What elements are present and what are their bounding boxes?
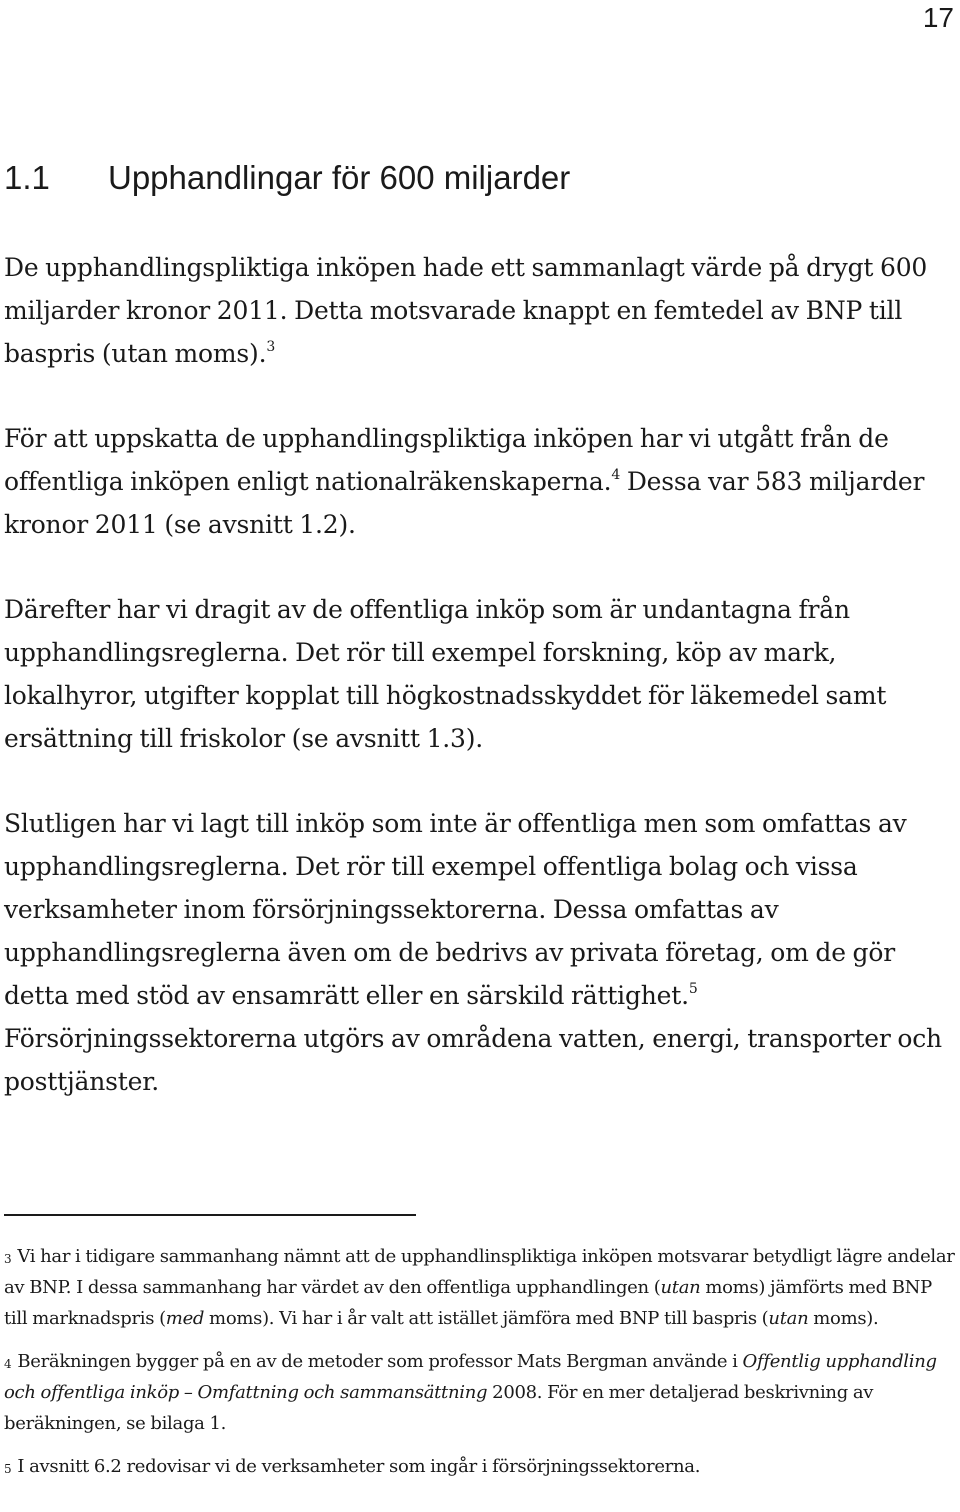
footnotes bbox=[4, 1241, 956, 1494]
footnote-3-text: Vi har i tidigare sammanhang nämnt att de upphandlinspliktiga inköpen motsvarar betydligt lägre andelar av BNP. I dessa sammanhang har värdet av den offentliga upphandlingen ( bbox=[4, 1246, 955, 1298]
paragraph-2-text-b: Dessa var 583 miljarder kronor 2011 (se avsnitt 1.2). bbox=[4, 467, 925, 539]
footnote-3-italic-med: med bbox=[165, 1308, 205, 1329]
footnote-3-italic-utan: utan bbox=[660, 1277, 701, 1298]
page-number: 17 bbox=[922, 2, 954, 33]
footnote-3-italic-utan-2: utan bbox=[768, 1308, 809, 1329]
footnote-3-number: 3 bbox=[4, 1252, 12, 1266]
section-number: 1.1 bbox=[4, 159, 50, 196]
footnote-4-text: Beräkningen bygger på en av de metoder som professor Mats Bergman använde i bbox=[17, 1351, 743, 1372]
paragraph-2 bbox=[4, 417, 956, 546]
footnote-ref-4[interactable]: 4 bbox=[611, 466, 621, 483]
footnote-3-text-2: moms) jämförts med BNP till marknadspris ( bbox=[4, 1277, 932, 1329]
section-title: Upphandlingar för 600 miljarder bbox=[108, 159, 571, 196]
section-heading bbox=[4, 156, 570, 200]
footnote-5 bbox=[4, 1451, 956, 1482]
body-text bbox=[4, 246, 956, 1145]
paragraph-3-text: Därefter har vi dragit av de offentliga inköp som är undantagna från upphandlingsreglerna. Det rör till exempel forskning, köp av mark, lokalhyror, utgifter kopplat till högkostnadsskyddet för läkemedel samt ersättning till friskolor (se avsnitt 1.3). bbox=[4, 595, 887, 753]
paragraph-3 bbox=[4, 588, 956, 760]
paragraph-4-text-a: Slutligen har vi lagt till inköp som inte är offentliga men som omfattas av upphandlingsreglerna. Det rör till exempel offentliga bolag och vissa verksamheter inom försörjningssektorerna. Dessa omfattas av upphandlingsreglerna även om de bedrivs av privata företag, om de gör detta med stöd av ensamrätt eller en särskild rättighet. bbox=[4, 809, 907, 1010]
paragraph-4 bbox=[4, 802, 956, 1103]
footnote-4-text-2: 2008. För en mer detaljerad beskrivning av beräkningen, se bilaga 1. bbox=[4, 1382, 874, 1434]
footnote-3-text-3: moms). Vi har i år valt att istället jämföra med BNP till baspris ( bbox=[204, 1308, 769, 1329]
footnote-3-text-4: moms). bbox=[808, 1308, 879, 1329]
paragraph-1 bbox=[4, 246, 956, 375]
footnote-4-italic-title: Offentlig upphandling och offentliga inköp – Omfattning och sammansättning bbox=[4, 1351, 937, 1403]
footnote-4 bbox=[4, 1346, 956, 1439]
footnote-ref-3[interactable]: 3 bbox=[266, 338, 276, 355]
paragraph-4-text-b: Försörjningssektorerna utgörs av områdena vatten, energi, transporter och posttjänster. bbox=[4, 1024, 942, 1096]
paragraph-1-text: De upphandlingspliktiga inköpen hade ett sammanlagt värde på drygt 600 miljarder kronor 2011. Detta motsvarade knappt en femtedel av BNP till baspris (utan moms). bbox=[4, 253, 928, 368]
footnote-ref-5[interactable]: 5 bbox=[688, 980, 698, 997]
footnote-3 bbox=[4, 1241, 956, 1334]
paragraph-2-text-a: För att uppskatta de upphandlingspliktiga inköpen har vi utgått från de offentliga inköpen enligt nationalräkenskaperna. bbox=[4, 424, 889, 496]
footnote-separator bbox=[4, 1214, 416, 1216]
footnote-5-text: I avsnitt 6.2 redovisar vi de verksamheter som ingår i försörjningssektorerna. bbox=[17, 1456, 701, 1477]
footnote-5-number: 5 bbox=[4, 1462, 12, 1476]
footnote-4-number: 4 bbox=[4, 1357, 12, 1371]
